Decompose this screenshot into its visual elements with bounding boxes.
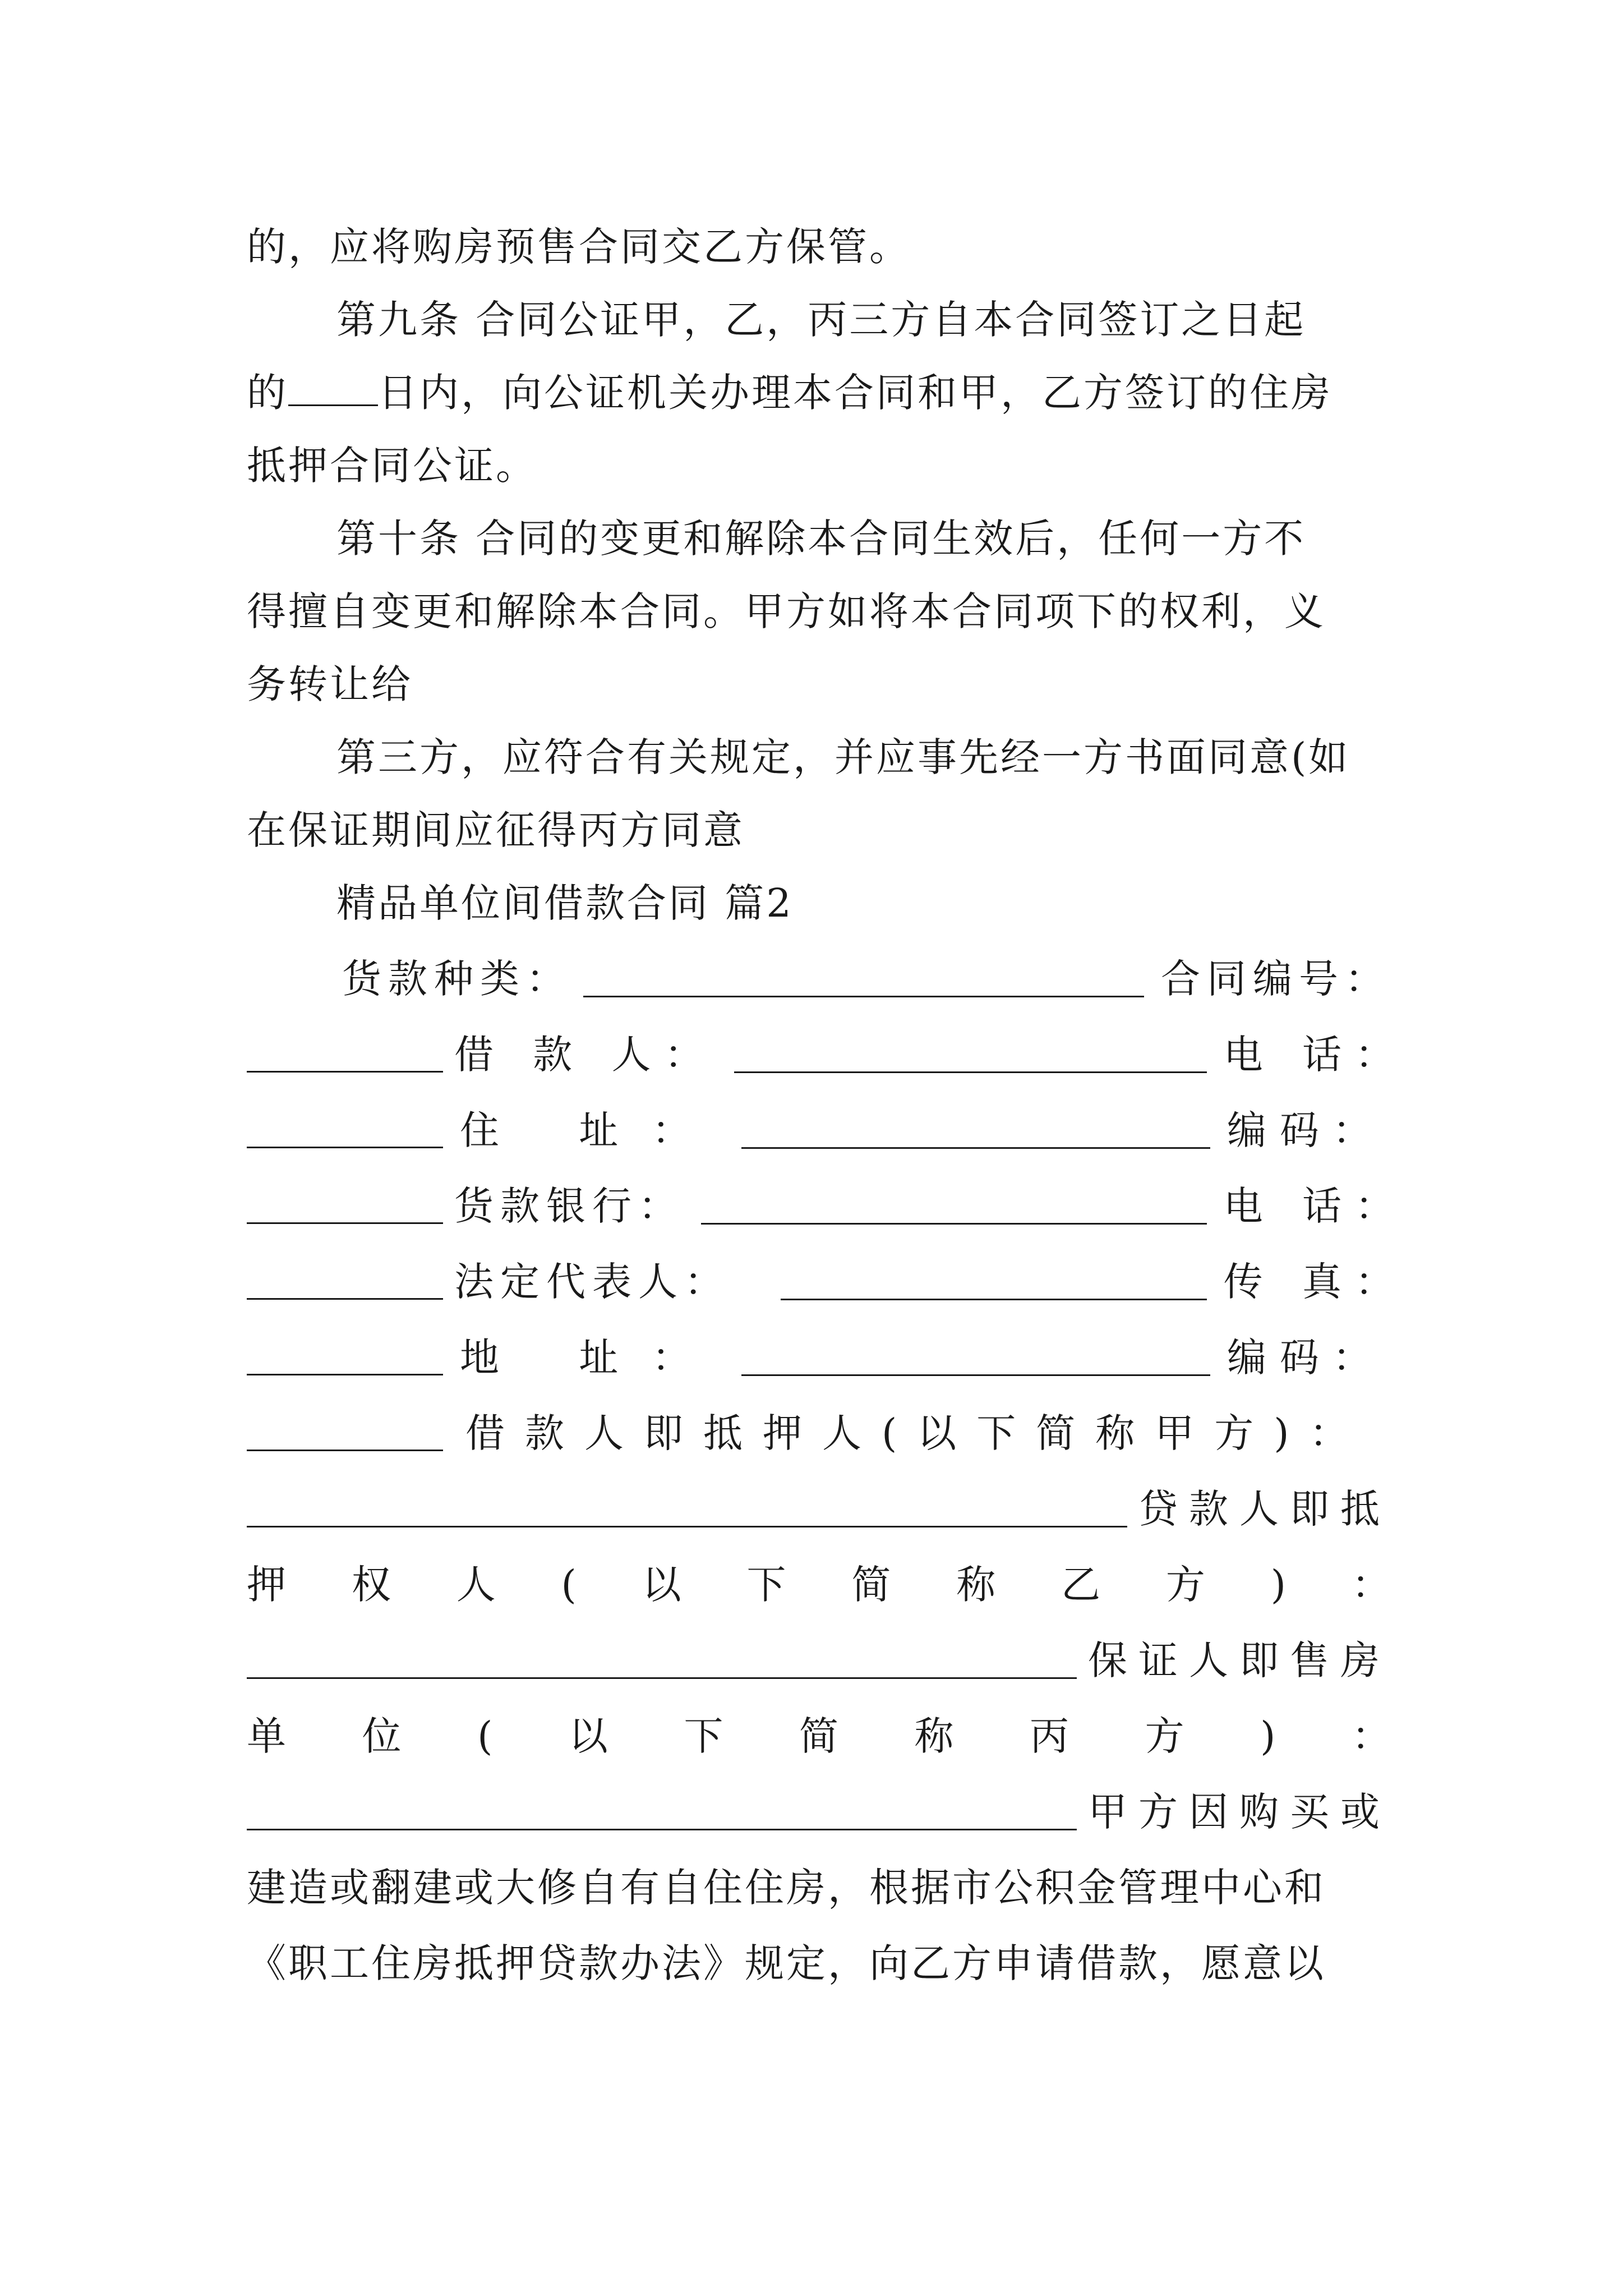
label-char: 称	[914, 1713, 954, 1759]
text-fragment: 的	[247, 370, 288, 416]
party-a-label: 借款人即抵押人(以下简称甲方)：	[465, 1410, 1369, 1456]
address-blank	[741, 1340, 1210, 1376]
text-line: 务转让给	[247, 661, 413, 707]
form-row-address	[247, 1099, 1408, 1161]
label-char: 方	[1165, 1562, 1205, 1608]
blank	[247, 1264, 443, 1300]
label-char: 位	[362, 1713, 402, 1759]
form-row-loan-type	[342, 948, 1391, 1010]
blank	[247, 1416, 443, 1451]
party-a-reason-label: 甲方因购买或	[1088, 1789, 1391, 1835]
text-line: 第三方，应符合有关规定，并应事先经一方书面同意(如	[336, 734, 1350, 780]
form-row-address-2	[247, 1327, 1408, 1388]
label-char: 押	[247, 1562, 286, 1608]
form-row-party-b-label	[247, 1554, 1391, 1616]
blank	[247, 1113, 443, 1148]
form-row-lender	[247, 1478, 1391, 1540]
label-char: 乙	[1061, 1562, 1101, 1608]
label-char: 方	[1145, 1713, 1184, 1759]
label-char: 以	[568, 1713, 608, 1759]
party-c-blank	[247, 1794, 1077, 1830]
party-a-blank	[247, 1491, 1127, 1527]
label-char: 简	[799, 1713, 838, 1759]
blank	[247, 1037, 443, 1073]
label-char: 丙	[1030, 1713, 1069, 1759]
text-line	[247, 362, 1391, 424]
text-line: 得擅自变更和解除本合同。甲方如将本合同项下的权利，义	[247, 588, 1326, 634]
label-char: 称	[956, 1562, 996, 1608]
code-label: 编码：	[1227, 1335, 1385, 1381]
form-row-party-a	[247, 1402, 1391, 1464]
form-row-legal-rep	[247, 1251, 1408, 1313]
label-char: 单	[247, 1713, 286, 1759]
lending-bank-label: 货款银行：	[454, 1183, 684, 1229]
code-label: 编码：	[1227, 1107, 1385, 1153]
text-line: 《职工住房抵押贷款办法》规定，向乙方申请借款，愿意以	[247, 1940, 1326, 1986]
blank	[247, 1340, 443, 1375]
address-blank	[741, 1112, 1210, 1149]
form-row-party-c-label	[247, 1705, 1391, 1767]
label-char: ：	[1351, 1562, 1391, 1608]
section-title: 精品单位间借款合同 篇2	[336, 880, 794, 926]
lending-bank-blank	[701, 1188, 1207, 1225]
legal-rep-blank	[781, 1264, 1207, 1300]
label-char: (	[561, 1562, 577, 1608]
blank	[247, 1189, 443, 1224]
borrower-blank	[734, 1037, 1207, 1073]
borrower-label: 借 款 人：	[454, 1032, 717, 1078]
article-10-heading: 第十条 合同的变更和解除本合同生效后，任何一方不	[336, 516, 1306, 562]
contract-no-label: 合同编号：	[1161, 956, 1391, 1002]
form-row-party-c	[247, 1781, 1391, 1843]
loan-type-blank	[583, 961, 1144, 997]
text-line: 建造或翻建或大修自有自住住房，根据市公积金管理中心和	[247, 1865, 1326, 1911]
phone-label: 电 话：	[1223, 1183, 1408, 1229]
loan-type-label: 货款种类：	[342, 956, 572, 1002]
text-line: 的，应将购房预售合同交乙方保管。	[247, 224, 911, 270]
blank-days	[288, 371, 378, 406]
label-char: 下	[746, 1562, 786, 1608]
label-char: (	[477, 1713, 493, 1759]
label-char: 下	[684, 1713, 723, 1759]
legal-rep-label: 法定代表人：	[454, 1259, 730, 1305]
text-fragment: 日内，向公证机关办理本合同和甲，乙方签订的住房	[378, 370, 1332, 416]
form-row-guarantor	[247, 1630, 1391, 1691]
label-char: 简	[851, 1562, 891, 1608]
address-label: 住 址：	[460, 1107, 725, 1153]
lender-label: 贷款人即抵	[1138, 1486, 1391, 1532]
fax-label: 传 真：	[1223, 1259, 1408, 1305]
label-char: )	[1270, 1562, 1287, 1608]
address-label: 地 址：	[460, 1335, 725, 1381]
article-9-heading: 第九条 合同公证甲，乙，丙三方自本合同签订之日起	[336, 297, 1306, 343]
phone-label: 电 话：	[1223, 1032, 1408, 1078]
form-row-borrower	[247, 1024, 1408, 1085]
label-char: 权	[351, 1562, 391, 1608]
text-line: 抵押合同公证。	[247, 443, 537, 489]
text-line: 在保证期间应征得丙方同意	[247, 807, 745, 853]
label-char: )	[1260, 1713, 1276, 1759]
party-b-blank	[247, 1642, 1077, 1679]
guarantor-label: 保证人即售房	[1088, 1637, 1391, 1683]
label-char: ：	[1351, 1713, 1391, 1759]
label-char: 以	[642, 1562, 681, 1608]
label-char: 人	[456, 1562, 496, 1608]
form-row-lending-bank	[247, 1175, 1408, 1237]
